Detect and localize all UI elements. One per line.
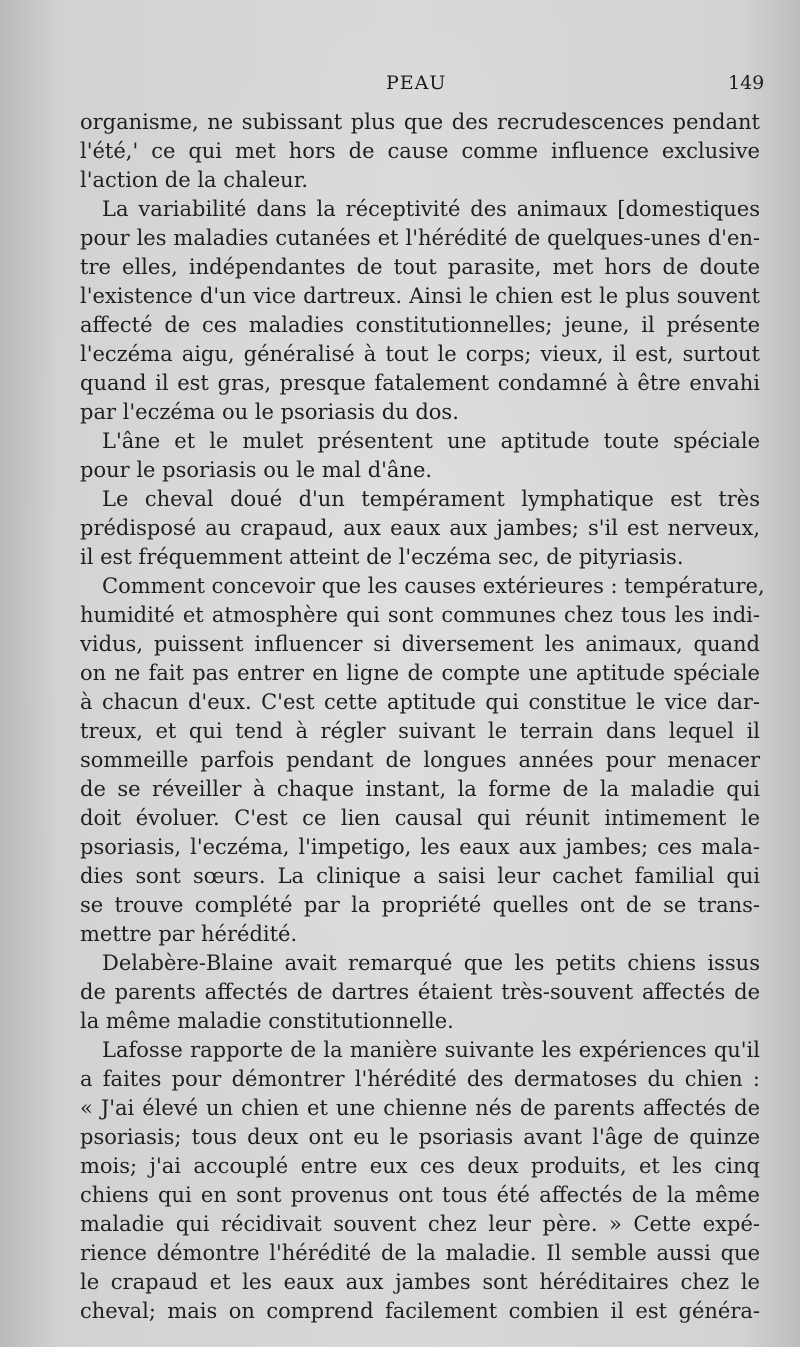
text-line: Comment concevoir que les causes extérieures : température,: [102, 574, 765, 598]
text-line: humidité et atmosphère qui sont communes chez tous les indi-: [80, 603, 760, 627]
text-line: organisme, ne subissant plus que des recrudescences pendant: [80, 110, 760, 134]
text-line: mois; j'ai accouplé entre eux ces deux produits, et les cinq: [80, 1154, 760, 1178]
text-line: psoriasis; tous deux ont eu le psoriasis avant l'âge de quinze: [80, 1125, 760, 1149]
text-line: la même maladie constitutionnelle.: [80, 1009, 454, 1033]
text-line: l'eczéma aigu, généralisé à tout le corps; vieux, il est, surtout: [80, 342, 760, 366]
text-line: treux, et qui tend à régler suivant le terrain dans lequel il: [80, 719, 760, 743]
text-line: vidus, puissent influencer si diversement les animaux, quand: [80, 632, 760, 656]
text-line: dies sont sœurs. La clinique a saisi leur cachet familial qui: [80, 864, 760, 888]
text-line: prédisposé au crapaud, aux eaux aux jambes; s'il est nerveux,: [80, 516, 760, 540]
text-line: maladie qui récidivait souvent chez leur père. » Cette expé-: [80, 1212, 760, 1236]
text-line: l'été,' ce qui met hors de cause comme influence exclusive: [80, 139, 760, 163]
text-line: tre elles, indépendantes de tout parasite, met hors de doute: [80, 255, 760, 279]
text-line: par l'eczéma ou le psoriasis du dos.: [80, 400, 459, 424]
text-line: se trouve complété par la propriété quelles ont de se trans-: [80, 893, 760, 917]
text-line: L'âne et le mulet présentent une aptitude toute spéciale: [102, 429, 760, 453]
text-line: l'existence d'un vice dartreux. Ainsi le chien est le plus souvent: [80, 284, 760, 308]
text-line: l'action de la chaleur.: [80, 168, 309, 192]
text-line: cheval; mais on comprend facilement combien il est généra-: [80, 1299, 760, 1323]
text-line: Lafosse rapporte de la manière suivante les expériences qu'il: [102, 1038, 760, 1062]
text-line: pour le psoriasis ou le mal d'âne.: [80, 458, 433, 482]
text-line: « J'ai élevé un chien et une chienne nés de parents affectés de: [80, 1096, 760, 1120]
text-line: de se réveiller à chaque instant, la forme de la maladie qui: [80, 777, 760, 801]
text-line: affecté de ces maladies constitutionnelles; jeune, il présente: [80, 313, 760, 337]
running-title: PEAU: [386, 72, 447, 94]
text-line: Le cheval doué d'un tempérament lymphatique est très: [102, 487, 760, 511]
text-line: on ne fait pas entrer en ligne de compte une aptitude spéciale: [80, 661, 760, 685]
text-line: Delabère-Blaine avait remarqué que les petits chiens issus: [102, 951, 760, 975]
text-line: chiens qui en sont provenus ont tous été affectés de la même: [80, 1183, 760, 1207]
text-line: le crapaud et les eaux aux jambes sont héréditaires chez le: [80, 1270, 760, 1294]
text-line: à chacun d'eux. C'est cette aptitude qui constitue le vice dar-: [80, 690, 760, 714]
text-line: doit évoluer. C'est ce lien causal qui réunit intimement le: [80, 806, 760, 830]
text-line: de parents affectés de dartres étaient très-souvent affectés de: [80, 980, 760, 1004]
text-line: psoriasis, l'eczéma, l'impetigo, les eaux aux jambes; ces mala-: [80, 835, 760, 859]
text-line: a faites pour démontrer l'hérédité des dermatoses du chien :: [80, 1067, 760, 1091]
text-line: mettre par hérédité.: [80, 922, 298, 946]
page-number: 149: [728, 72, 765, 94]
page-header: [0, 72, 800, 102]
text-line: La variabilité dans la réceptivité des animaux [domestiques: [102, 197, 760, 221]
text-line: rience démontre l'hérédité de la maladie. Il semble aussi que: [80, 1241, 760, 1265]
text-line: sommeille parfois pendant de longues années pour menacer: [80, 748, 760, 772]
text-line: il est fréquemment atteint de l'eczéma sec, de pityriasis.: [80, 545, 684, 569]
text-line: quand il est gras, presque fatalement condamné à être envahi: [80, 371, 760, 395]
text-line: pour les maladies cutanées et l'hérédité de quelques-unes d'en-: [80, 226, 760, 250]
